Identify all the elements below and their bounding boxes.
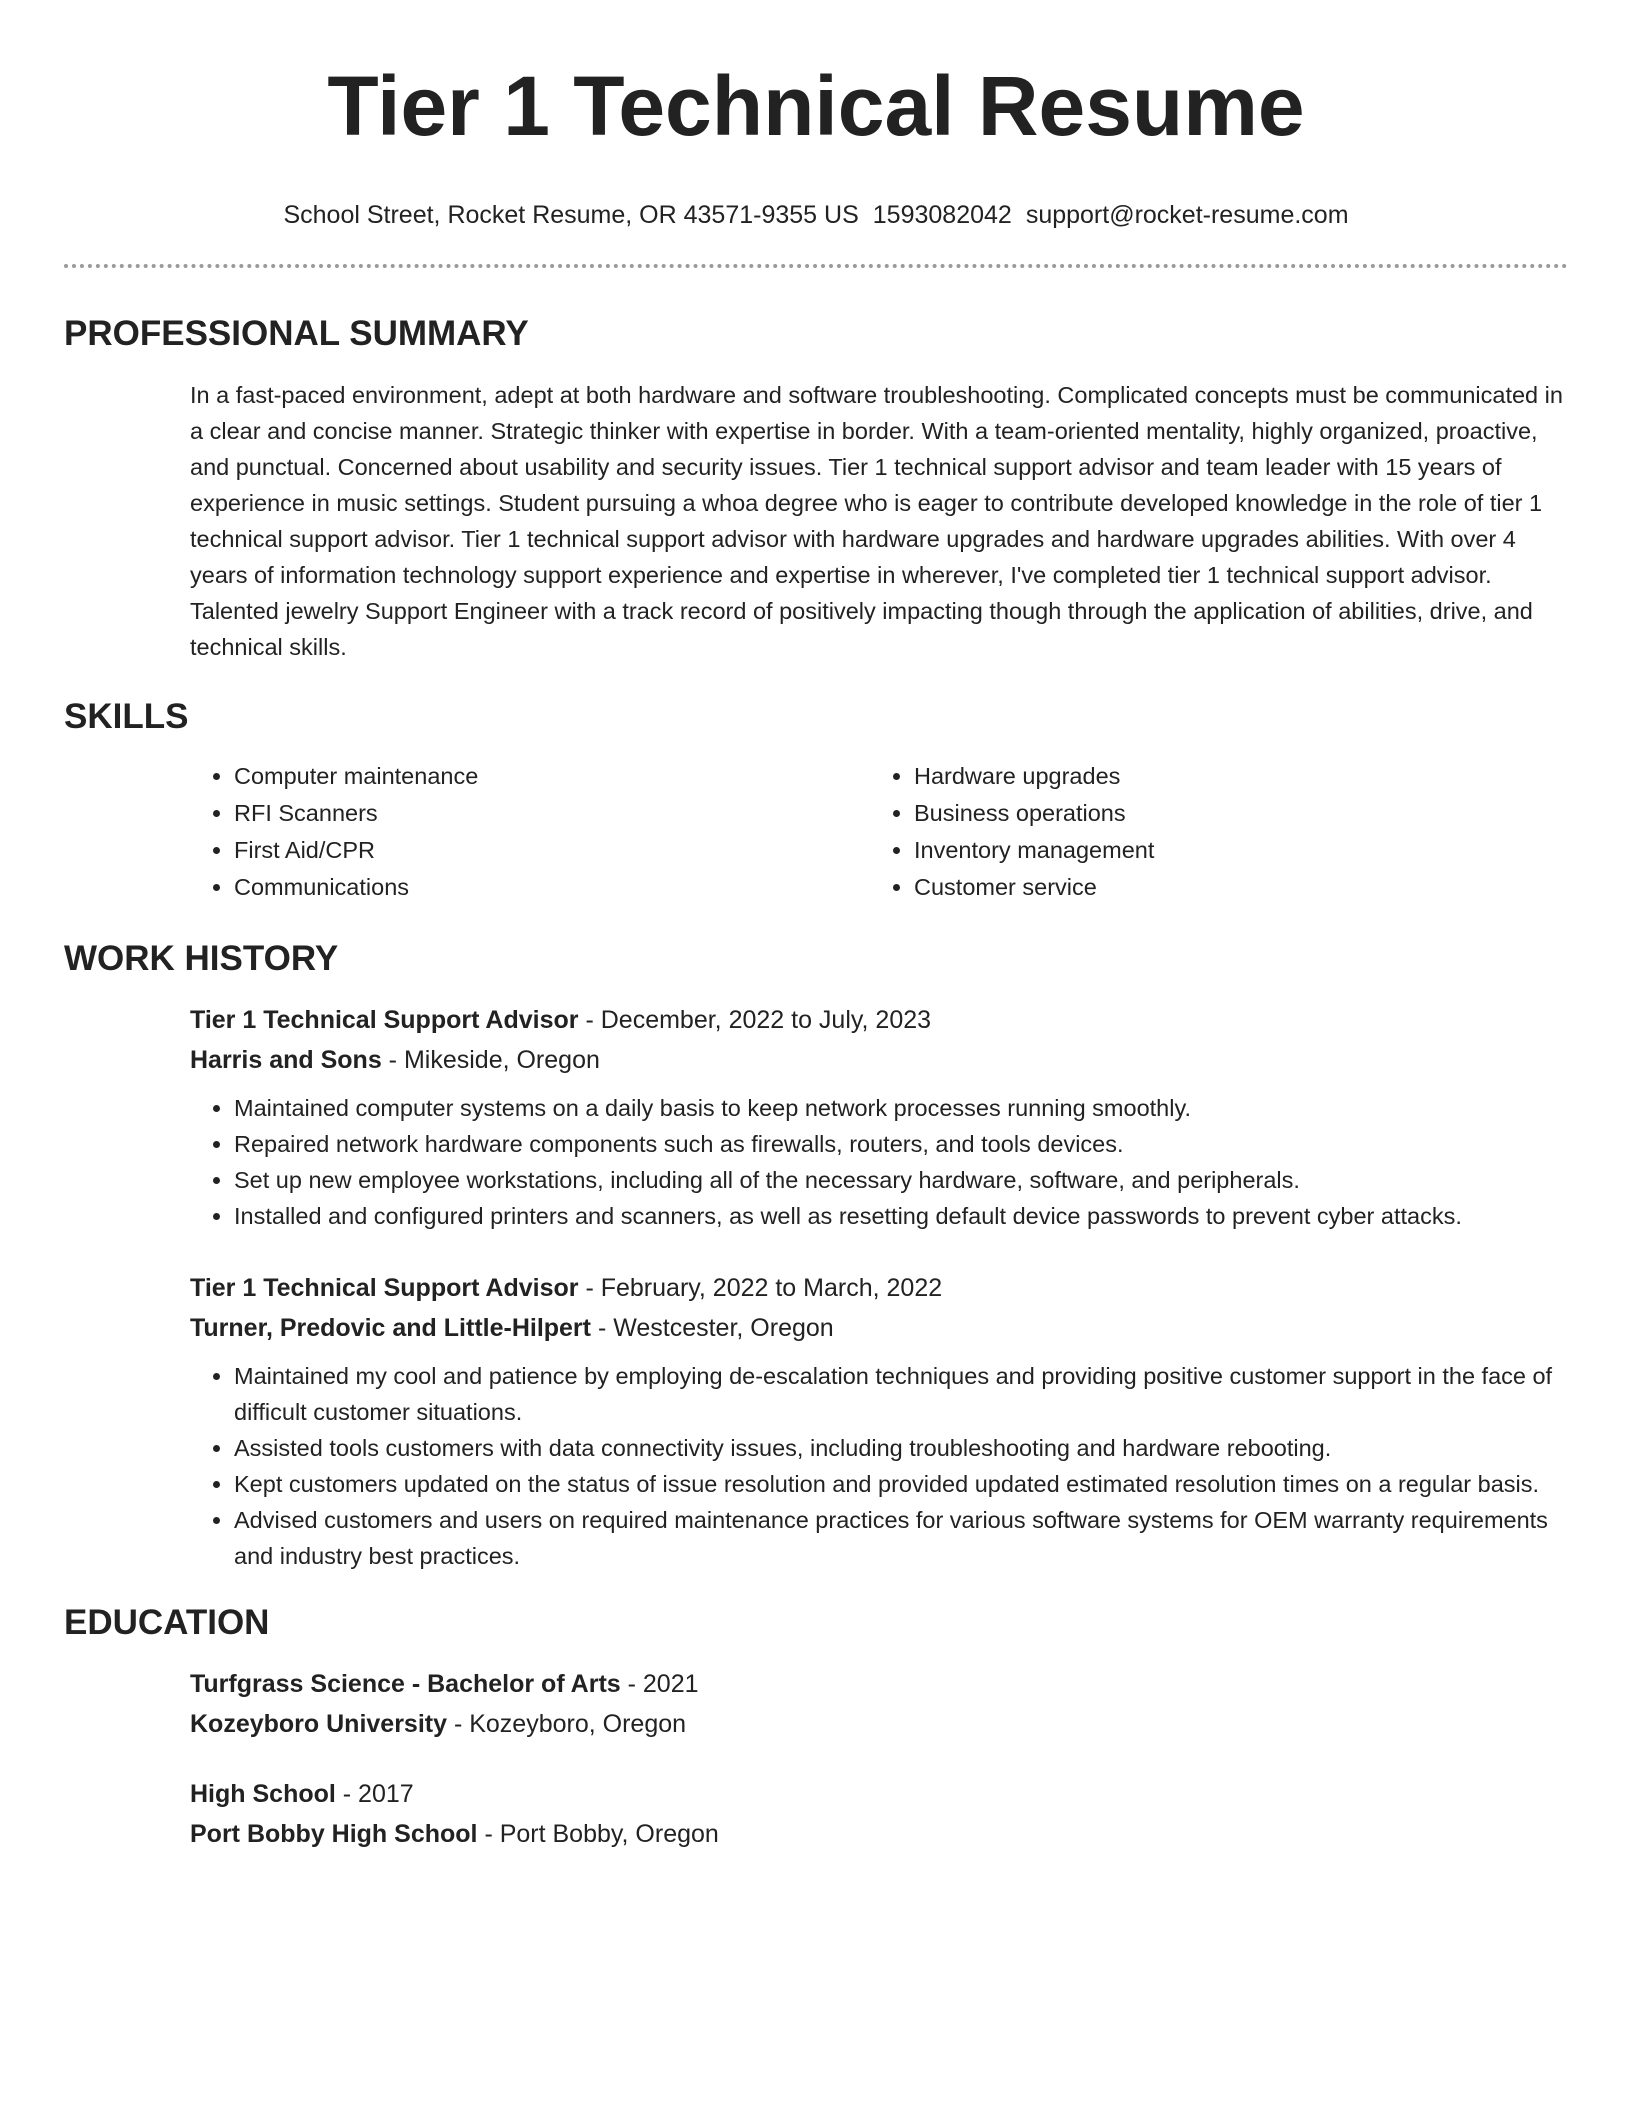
education-school-line [190,1814,1568,1854]
work-history-heading: WORK HISTORY [64,939,339,978]
education-school-line [190,1704,1568,1744]
job-duty: • Advised customers and users on required maintenance practices for various software systems for OEM warranty requirements and industry best practices. [234,1502,1564,1574]
job-location: - Mikeside, Oregon [381,1046,600,1074]
header-divider [64,264,1568,268]
job-duties [190,1358,1564,1574]
skills-heading: SKILLS [64,697,189,736]
skills-column-right [870,758,1550,906]
job-entry [190,1268,1568,1574]
job-title: Tier 1 Technical Support Advisor [190,1274,579,1302]
education-school: Kozeyboro University [190,1710,448,1738]
contact-address: School Street, Rocket Resume, OR 43571-9355 US [283,201,859,229]
education-location: - Port Bobby, Oregon [477,1820,719,1848]
education-degree-line [190,1774,1568,1814]
education-year: - 2017 [335,1780,414,1808]
skills-column-left [190,758,870,906]
education-degree: High School [190,1780,336,1808]
skill-item: • Customer service [914,869,1550,906]
education-school: Port Bobby High School [190,1820,478,1848]
education-entry [190,1774,1568,1854]
resume-title: Tier 1 Technical Resume [327,59,1305,153]
education-degree-line [190,1664,1568,1704]
job-duty: • Installed and configured printers and scanners, as well as resetting default device passwords to prevent cyber attacks. [234,1198,1564,1234]
summary-text: In a fast-paced environment, adept at both hardware and software troubleshooting. Complicated concepts must be communicated in a clear and concise manner. Strategic thinker with expertise in border. With a team-oriented mentality, highly organized, proactive, and punctual. Concerned about usability and security issues. Tier 1 technical support advisor and team leader with 15 years of experience in music settings. Student pursuing a whoa degree who is eager to contribute developed knowledge in the role of tier 1 technical support advisor. Tier 1 technical support advisor with hardware upgrades and hardware upgrades abilities. With over 4 years of information technology support experience and expertise in wherever, I've completed tier 1 technical support advisor. Talented jewelry Support Engineer with a track record of positively impacting though through the application of abilities, drive, and technical skills. [190,382,1563,660]
job-company: Harris and Sons [190,1046,382,1074]
job-company: Turner, Predovic and Little-Hilpert [190,1314,591,1342]
skills-list [190,758,1568,906]
skill-item: • Inventory management [914,832,1550,869]
education-heading: EDUCATION [64,1603,270,1642]
skill-item: • Computer maintenance [234,758,870,795]
skill-item: • First Aid/CPR [234,832,870,869]
skill-item: • Hardware upgrades [914,758,1550,795]
job-location: - Westcester, Oregon [591,1314,834,1342]
summary-heading: PROFESSIONAL SUMMARY [64,314,529,353]
job-duty: • Set up new employee workstations, including all of the necessary hardware, software, and peripherals. [234,1162,1564,1198]
job-duties [190,1090,1564,1234]
job-duty: • Kept customers updated on the status of issue resolution and provided updated estimated resolution times on a regular basis. [234,1466,1564,1502]
skill-item: • Business operations [914,795,1550,832]
education-entry [190,1664,1568,1744]
education-location: - Kozeyboro, Oregon [447,1710,687,1738]
job-entry [190,1000,1568,1234]
job-dates: - February, 2022 to March, 2022 [578,1274,943,1302]
job-title: Tier 1 Technical Support Advisor [190,1006,579,1034]
job-duty: • Assisted tools customers with data connectivity issues, including troubleshooting and hardware rebooting. [234,1430,1564,1466]
education-year: - 2021 [620,1670,699,1698]
skill-item: • RFI Scanners [234,795,870,832]
job-company-line [190,1308,1568,1348]
contact-email: support@rocket-resume.com [1025,201,1349,229]
job-dates: - December, 2022 to July, 2023 [578,1006,932,1034]
contact-phone: 1593082042 [872,201,1012,229]
job-duty: • Maintained my cool and patience by employing de-escalation techniques and providing positive customer support in the face of difficult customer situations. [234,1358,1564,1430]
resume-page [64,0,1568,1854]
job-company-line [190,1040,1568,1080]
skill-item: • Communications [234,869,870,906]
contact-line [64,200,1568,230]
job-duty: • Repaired network hardware components such as firewalls, routers, and tools devices. [234,1126,1564,1162]
education-degree: Turfgrass Science - Bachelor of Arts [190,1670,621,1698]
job-title-line [190,1268,1568,1308]
job-duty: • Maintained computer systems on a daily basis to keep network processes running smoothly. [234,1090,1564,1126]
job-title-line [190,1000,1568,1040]
